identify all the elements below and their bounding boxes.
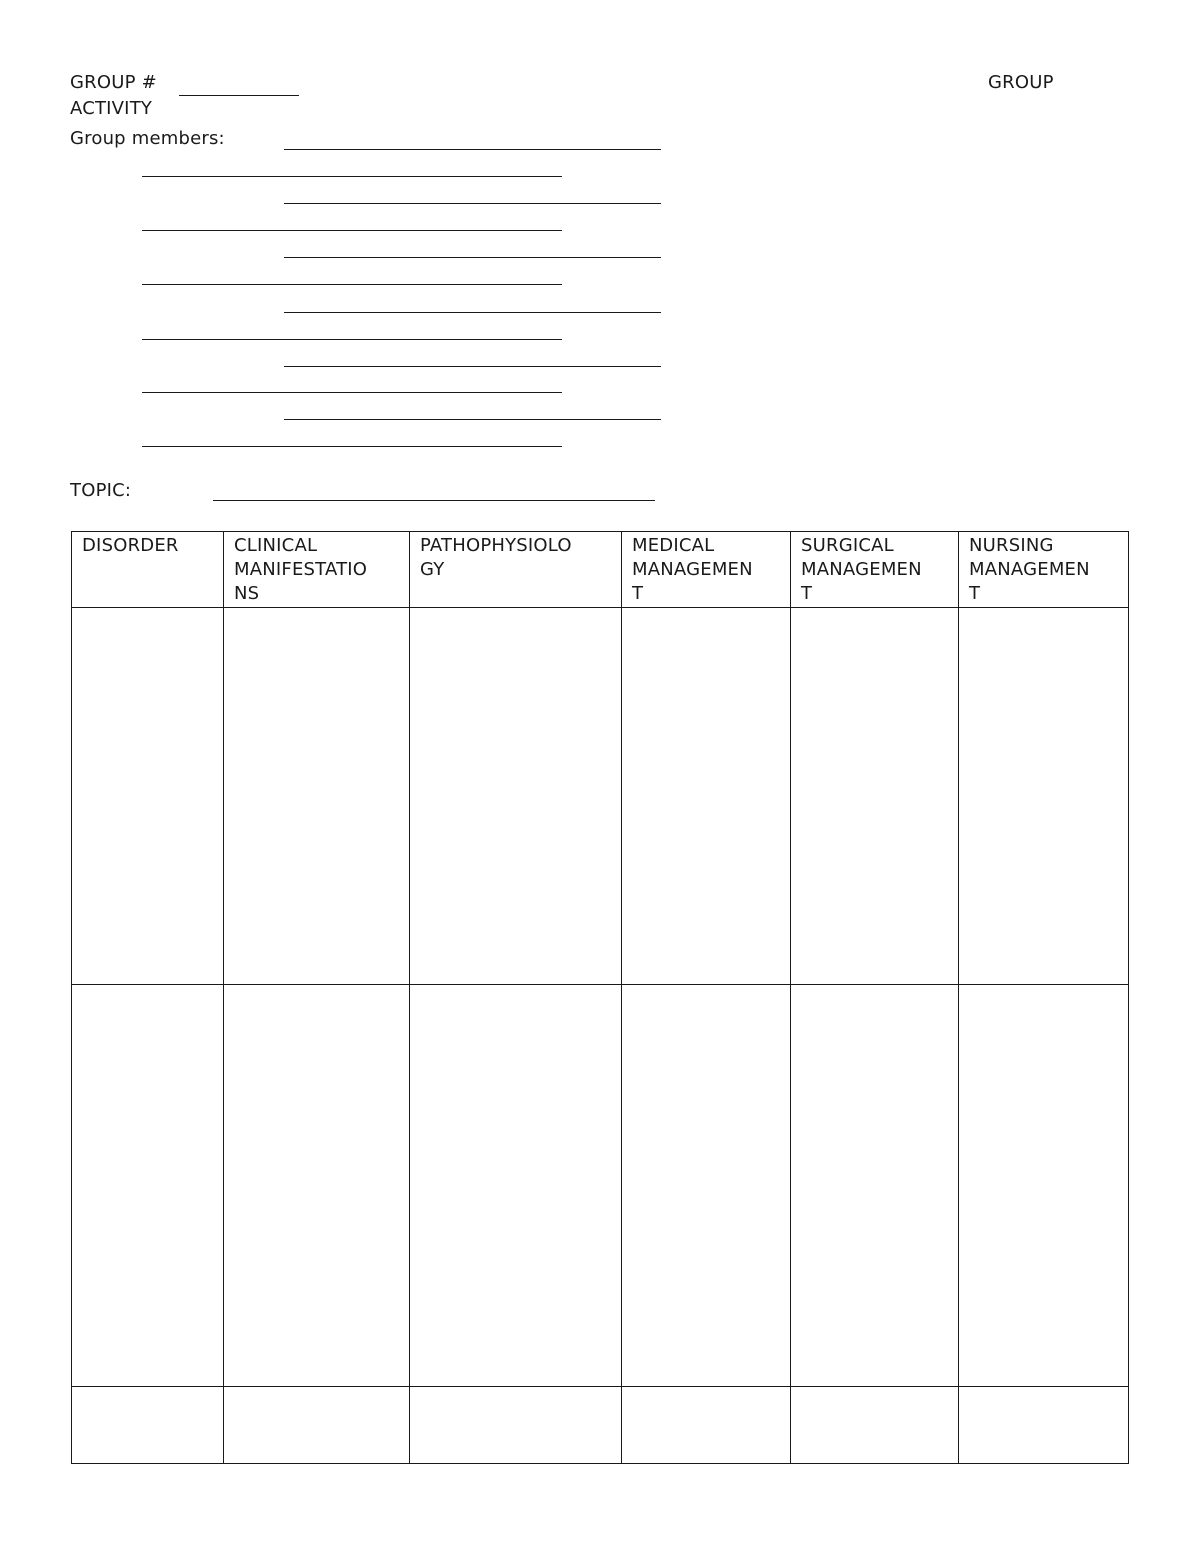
table-cell[interactable]: [72, 608, 224, 985]
column-header-pathophysiology: PATHOPHYSIOLO GY: [410, 532, 622, 608]
member-line-7[interactable]: [284, 312, 661, 313]
table-cell[interactable]: [410, 1387, 622, 1463]
table-cell[interactable]: [622, 985, 791, 1387]
members-label: Group members:: [70, 128, 225, 149]
topic-blank[interactable]: [213, 500, 655, 501]
table-cell[interactable]: [622, 608, 791, 985]
member-line-5[interactable]: [284, 257, 661, 258]
member-line-12[interactable]: [142, 446, 562, 447]
member-line-6[interactable]: [142, 284, 562, 285]
table-cell[interactable]: [959, 608, 1128, 985]
member-line-11[interactable]: [284, 419, 661, 420]
table-cell[interactable]: [791, 608, 959, 985]
column-header-clinical-manifestations: CLINICAL MANIFESTATIO NS: [224, 532, 410, 608]
column-header-disorder: DISORDER: [72, 532, 224, 608]
table-cell[interactable]: [959, 1387, 1128, 1463]
activity-label: ACTIVITY: [70, 98, 153, 119]
table-cell[interactable]: [224, 608, 410, 985]
column-header-nursing-management: NURSING MANAGEMEN T: [959, 532, 1128, 608]
member-line-1[interactable]: [284, 149, 661, 150]
table-cell[interactable]: [959, 985, 1128, 1387]
table-cell[interactable]: [791, 1387, 959, 1463]
group-number-label: GROUP #: [70, 72, 157, 93]
table-cell[interactable]: [791, 985, 959, 1387]
member-line-9[interactable]: [284, 366, 661, 367]
table-cell[interactable]: [410, 985, 622, 1387]
column-header-medical-management: MEDICAL MANAGEMEN T: [622, 532, 791, 608]
table-cell[interactable]: [410, 608, 622, 985]
group-label-right: GROUP: [988, 72, 1054, 93]
member-line-8[interactable]: [142, 339, 562, 340]
disorder-table: [71, 531, 1129, 1464]
topic-label: TOPIC:: [70, 480, 132, 501]
member-line-2[interactable]: [142, 176, 562, 177]
table-cell[interactable]: [622, 1387, 791, 1463]
column-header-surgical-management: SURGICAL MANAGEMEN T: [791, 532, 959, 608]
group-number-blank[interactable]: [179, 95, 299, 96]
table-cell[interactable]: [72, 1387, 224, 1463]
member-line-10[interactable]: [142, 392, 562, 393]
table-cell[interactable]: [224, 985, 410, 1387]
table-cell[interactable]: [72, 985, 224, 1387]
member-line-3[interactable]: [284, 203, 661, 204]
member-line-4[interactable]: [142, 230, 562, 231]
table-cell[interactable]: [224, 1387, 410, 1463]
